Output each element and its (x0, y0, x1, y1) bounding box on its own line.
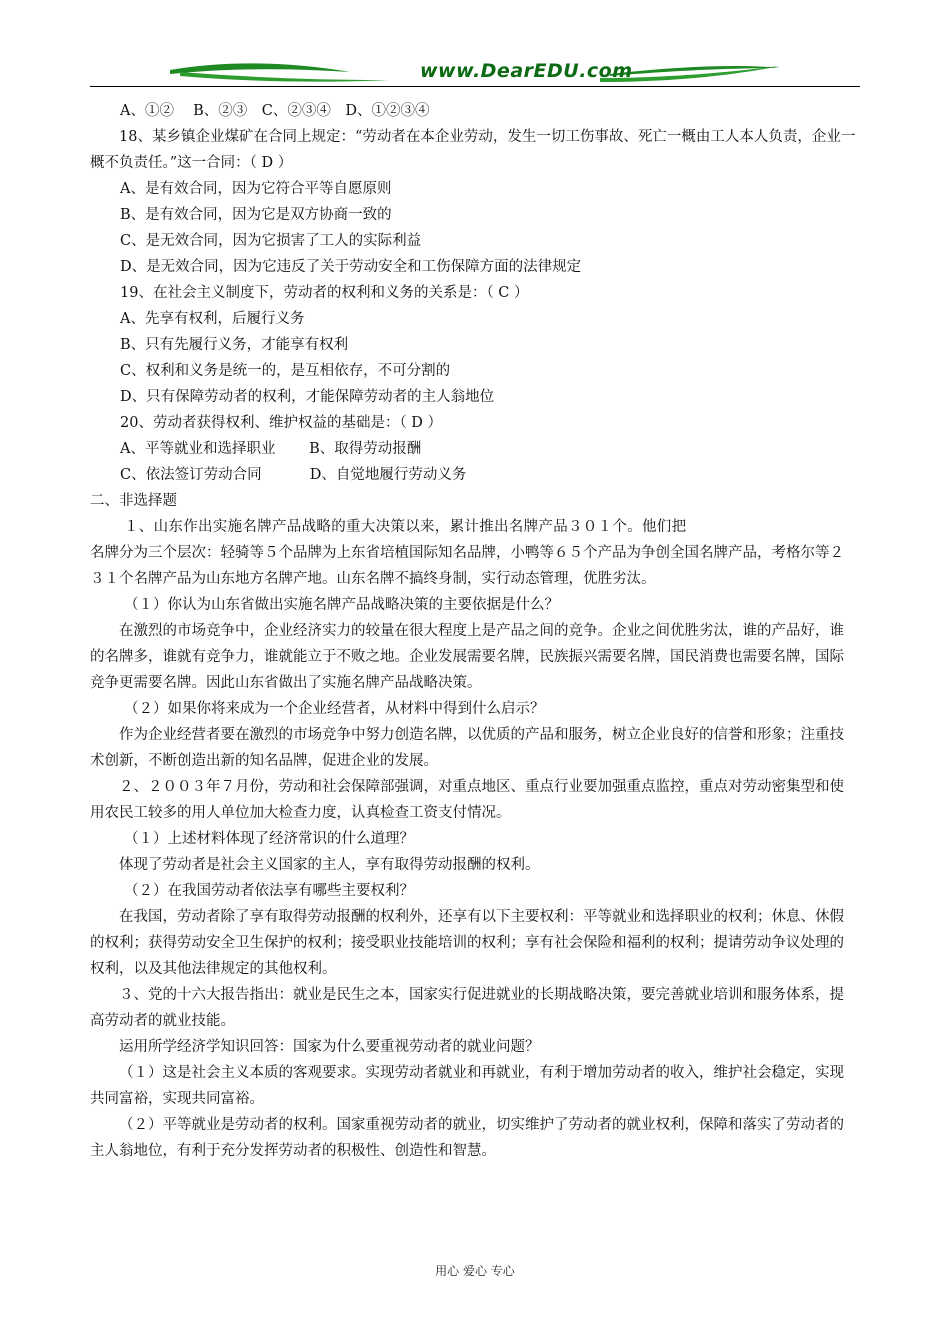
q18-option-b: B、是有效合同，因为它是双方协商一致的 (120, 207, 392, 223)
p2-question-1: （１）上述材料体现了经济常识的什么道理？ (124, 831, 414, 847)
q18-option-a: A、是有效合同，因为它符合平等自愿原则 (120, 181, 392, 197)
q18-option-d: D、是无效合同，因为它违反了关于劳动安全和工伤保障方面的法律规定 (120, 259, 582, 275)
p1-material: 名牌分为三个层次：轻骑等５个品牌为上东省培植国际知名品牌，小鸭等６５个产品为争创全国名牌产品，考格尔等２３１个名牌产品为山东地方名牌产地。山东名牌不搞终身制，实行动态管理，优胜劣汰。 (90, 545, 844, 587)
q17-options: A、①② B、②③ C、②③④ D、①②③④ (120, 103, 430, 119)
p3-answer-2: （２）平等就业是劳动者的权利。国家重视劳动者的就业，切实维护了劳动者的就业权利，保障和落实了劳动者的主人翁地位，有利于充分发挥劳动者的积极性、创造性和智慧。 (90, 1117, 844, 1159)
q19-option-b: B、只有先履行义务，才能享有权利 (120, 337, 349, 353)
p1-answer-2: 作为企业经营者要在激烈的市场竞争中努力创造名牌，以优质的产品和服务，树立企业良好的信誉和形象；注重技术创新，不断创造出新的知名品牌，促进企业的发展。 (90, 727, 844, 769)
p1-intro: １、山东作出实施名牌产品战略的重大决策以来，累计推出名牌产品３０１个。他们把 (124, 519, 687, 535)
q19-option-c: C、权利和义务是统一的，是互相依存，不可分割的 (120, 363, 451, 379)
q20-options-ab: A、平等就业和选择职业 B、取得劳动报酬 (120, 441, 422, 457)
q19-stem: 19、在社会主义制度下，劳动者的权利和义务的关系是：（ C ） (120, 285, 529, 301)
q19-option-d: D、只有保障劳动者的权利，才能保障劳动者的主人翁地位 (120, 389, 495, 405)
p1-answer-1: 在激烈的市场竞争中，企业经济实力的较量在很大程度上是产品之间的竞争。企业之间优胜劣汰，谁的产品好，谁的名牌多，谁就有竞争力，谁就能立于不败之地。企业发展需要名牌，民族振兴需要名牌，国民消费也需要名牌，国际竞争更需要名牌。因此山东省做出了实施名牌产品战略决策。 (90, 623, 844, 691)
q18-stem: 18、某乡镇企业煤矿在合同上规定：“劳动者在本企业劳动，发生一切工伤事故、死亡一概由工人本人负责，企业一概不负责任。”这一合同：（ D ） (90, 129, 856, 171)
section-heading: 二、非选择题 (90, 493, 177, 509)
q20-stem: 20、劳动者获得权利、维护权益的基础是：（ D ） (120, 415, 443, 431)
q19-option-a: A、先享有权利，后履行义务 (120, 311, 305, 327)
page-footer: 用心 爱心 专心 (435, 1264, 515, 1278)
q20-options-cd: C、依法签订劳动合同 D、自觉地履行劳动义务 (120, 467, 467, 483)
p1-question-1: （１）你认为山东省做出实施名牌产品战略决策的主要依据是什么？ (124, 597, 559, 613)
p2-question-2: （２）在我国劳动者依法享有哪些主要权利？ (124, 883, 414, 899)
p2-answer-1: 体现了劳动者是社会主义国家的主人，享有取得劳动报酬的权利。 (119, 857, 540, 873)
site-logo-text[interactable]: www.DearEDU.com (420, 60, 633, 82)
p1-question-2: （２）如果你将来成为一个企业经营者，从材料中得到什么启示？ (124, 701, 545, 717)
document-body (90, 98, 858, 1164)
p2-answer-2: 在我国，劳动者除了享有取得劳动报酬的权利外，还享有以下主要权利：平等就业和选择职业的权利；休息、休假的权利；获得劳动安全卫生保护的权利；接受职业技能培训的权利；享有社会保险和福利的权利；提请劳动争议处理的权利，以及其他法律规定的其他权利。 (90, 909, 844, 977)
page-header (90, 56, 860, 92)
p3-question: 运用所学经济学知识回答：国家为什么要重视劳动者的就业问题？ (119, 1039, 540, 1055)
q18-option-c: C、是无效合同，因为它损害了工人的实际利益 (120, 233, 422, 249)
p3-answer-1: （１）这是社会主义本质的客观要求。实现劳动者就业和再就业，有利于增加劳动者的收入，维护社会稳定，实现共同富裕，实现共同富裕。 (90, 1065, 844, 1107)
p3-material: ３、党的十六大报告指出：就业是民生之本，国家实行促进就业的长期战略决策，要完善就业培训和服务体系，提高劳动者的就业技能。 (90, 987, 844, 1029)
header-divider (90, 86, 860, 87)
p2-material: ２、２００３年７月份，劳动和社会保障部强调，对重点地区、重点行业要加强重点监控，重点对劳动密集型和使用农民工较多的用人单位加大检查力度，认真检查工资支付情况。 (90, 779, 844, 821)
